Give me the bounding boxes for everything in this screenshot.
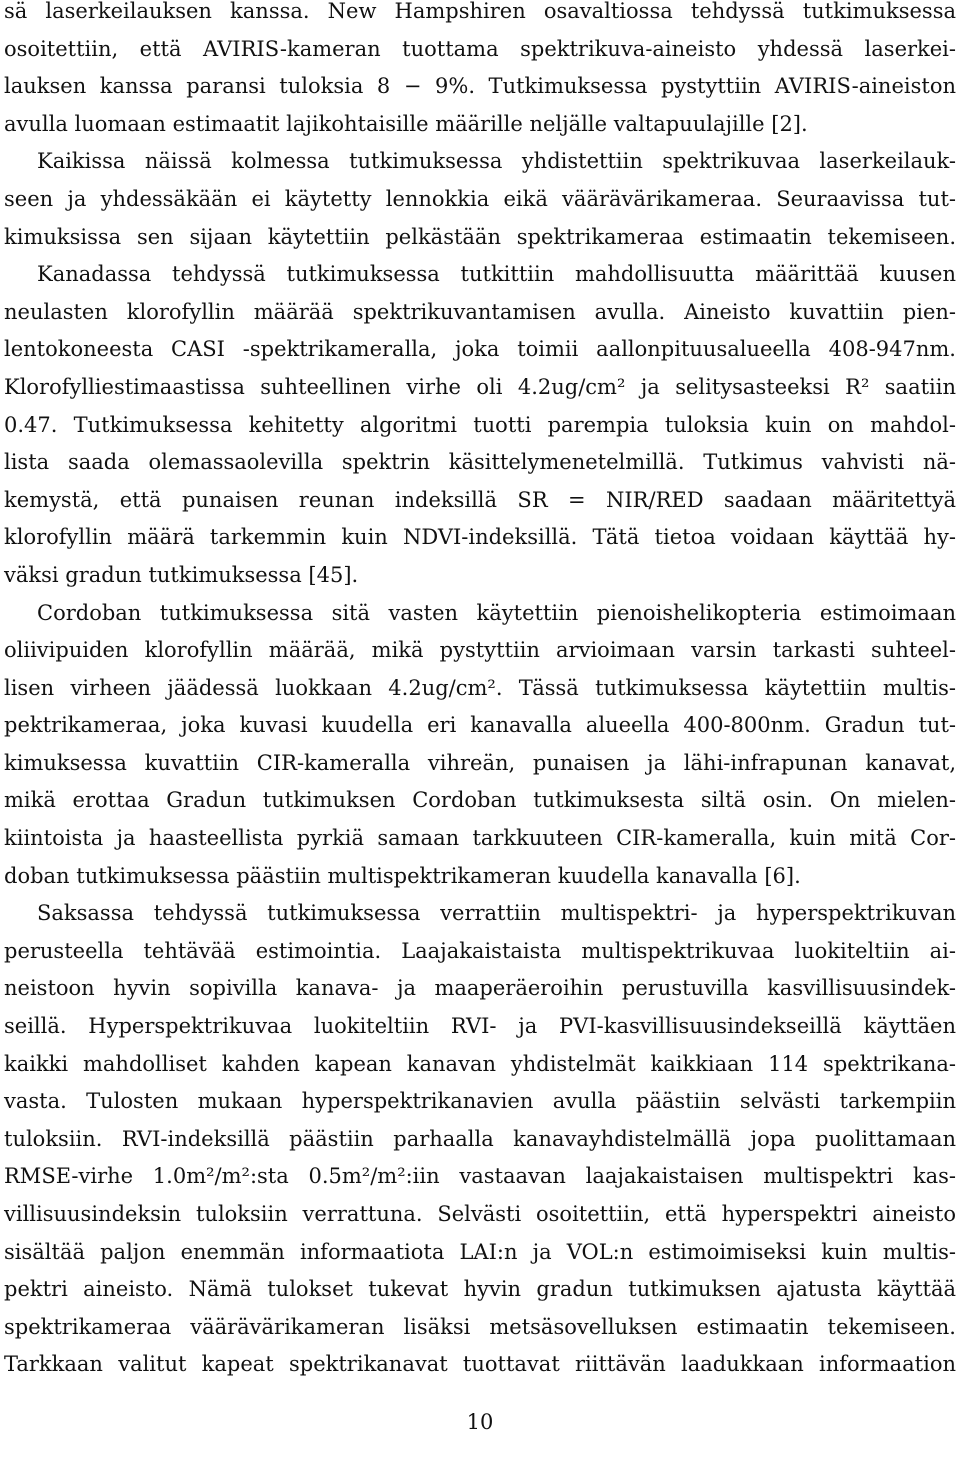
text-line: tuloksiin. RVI-indeksillä päästiin parhaalla kanavayhdistelmällä jopa puolittamaan [4, 1126, 956, 1151]
text-line: kaikki mahdolliset kahden kapean kanavan yhdistelmät kaikkiaan 114 spektrikana- [4, 1051, 956, 1076]
text-line: väksi gradun tutkimuksessa [45]. [4, 562, 359, 587]
text-line: seen ja yhdessäkään ei käytetty lennokkia eikä väärävärikameraa. Seuraavissa tut- [4, 186, 956, 211]
text-line: vasta. Tulosten mukaan hyperspektrikanavien avulla päästiin selvästi tarkempiin [4, 1089, 956, 1114]
text-line: neulasten klorofyllin määrää spektrikuvantamisen avulla. Aineisto kuvattiin pien- [4, 299, 956, 324]
text-line: osoitettiin, että AVIRIS-kameran tuottama spektrikuva-aineisto yhdessä laserkei- [4, 36, 956, 61]
text-line: RMSE-virhe 1.0m²/m²:sta 0.5m²/m²:iin vastaavan laajakaistaisen multispektri kas- [4, 1164, 956, 1189]
text-line: kimuksissa sen sijaan käytettiin pelkästään spektrikameraa estimaatin tekemiseen. [4, 224, 956, 249]
text-line: lista saada olemassaolevilla spektrin käsittelymenetelmillä. Tutkimus vahvisti nä- [4, 450, 956, 475]
paragraph-4 [4, 895, 956, 1384]
text-line: perusteella tehtävää estimointia. Laajakaistaista multispektrikuvaa luokiteltiin ai- [4, 938, 956, 963]
text-line: klorofyllin määrä tarkemmin kuin NDVI-indeksillä. Tätä tietoa voidaan käyttää hy- [4, 525, 956, 550]
paragraph-1 [4, 0, 956, 143]
text-line: kimuksessa kuvattiin CIR-kameralla vihreän, punaisen ja lähi-infrapunan kanavat, [4, 750, 956, 775]
text-line: doban tutkimuksessa päästiin multispektrikameran kuudella kanavalla [6]. [4, 863, 801, 888]
paragraph-2 [4, 143, 956, 594]
text-line: spektrikameraa väärävärikameran lisäksi metsäsovelluksen estimaatin tekemiseen. [4, 1314, 956, 1339]
text-line: lauksen kanssa paransi tuloksia 8 − 9%. Tutkimuksessa pystyttiin AVIRIS-aineiston [4, 74, 956, 99]
text-line: villisuusindeksin tuloksiin verrattuna. Selvästi osoitettiin, että hyperspektri aineisto [4, 1202, 956, 1226]
document-page [4, 0, 956, 1384]
text-line: sä laserkeilauksen kanssa. New Hampshiren osavaltiossa tehdyssä tutkimuksessa [4, 0, 956, 23]
text-line: mikä erottaa Gradun tutkimuksen Cordoban tutkimuksesta siltä osin. On mielen- [4, 788, 956, 813]
text-line: 0.47. Tutkimuksessa kehitetty algoritmi tuotti parempia tuloksia kuin on mahdol- [4, 412, 956, 437]
text-line: kemystä, että punaisen reunan indeksillä SR = NIR/RED saadaan määritettyä [4, 487, 956, 512]
text-line: sisältää paljon enemmän informaatiota LAI:n ja VOL:n estimoimiseksi kuin multis- [4, 1239, 956, 1264]
text-line: pektrikameraa, joka kuvasi kuudella eri kanavalla alueella 400-800nm. Gradun tut- [4, 713, 956, 738]
text-line: Klorofylliestimaastissa suhteellinen virhe oli 4.2ug/cm² ja selitysasteeksi R² saatiin [4, 374, 956, 399]
text-line: lentokoneesta CASI -spektrikameralla, joka toimii aallonpituusalueella 408-947nm. [4, 337, 956, 362]
text-line: Cordoban tutkimuksessa sitä vasten käytettiin pienoishelikopteria estimoimaan [37, 600, 956, 625]
text-line: pektri aineisto. Nämä tulokset tukevat hyvin gradun tutkimuksen ajatusta käyttää [4, 1277, 956, 1302]
text-line: avulla luomaan estimaatit lajikohtaisille määrille neljälle valtapuulajille [2]. [4, 111, 808, 136]
text-line: Kanadassa tehdyssä tutkimuksessa tutkittiin mahdollisuutta määrittää kuusen [37, 262, 956, 287]
text-line: lisen virheen jäädessä luokkaan 4.2ug/cm². Tässä tutkimuksessa käytettiin multis- [4, 675, 956, 700]
text-line: neistoon hyvin sopivilla kanava- ja maaperäeroihin perustuvilla kasvillisuusindek- [4, 976, 956, 1001]
page-number: 10 [466, 1410, 494, 1434]
text-line: Tarkkaan valitut kapeat spektrikanavat tuottavat riittävän laadukkaan informaation [4, 1352, 956, 1377]
text-line: Saksassa tehdyssä tutkimuksessa verrattiin multispektri- ja hyperspektrikuvan [37, 901, 956, 926]
text-line: seillä. Hyperspektrikuvaa luokiteltiin RVI- ja PVI-kasvillisuusindekseillä käyttäen [4, 1014, 956, 1039]
text-line: oliivipuiden klorofyllin määrää, mikä pystyttiin arvioimaan varsin tarkasti suhteel- [4, 638, 956, 663]
paragraph-3 [4, 595, 956, 896]
text-line: Kaikissa näissä kolmessa tutkimuksessa yhdistettiin spektrikuvaa laserkeilauk- [37, 149, 956, 174]
text-line: kiintoista ja haasteellista pyrkiä samaan tarkkuuteen CIR-kameralla, kuin mitä Cor- [4, 826, 956, 851]
